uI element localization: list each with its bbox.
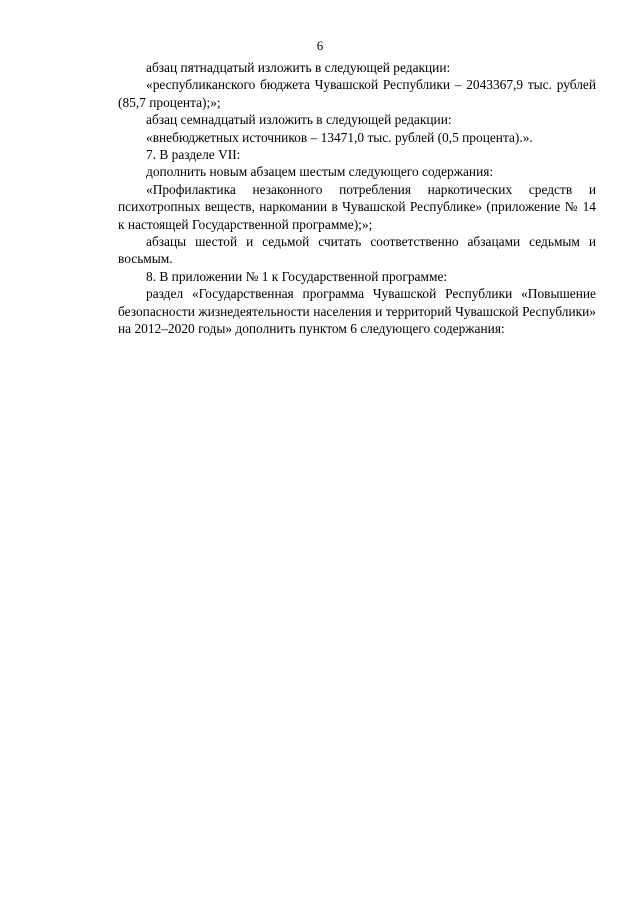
paragraph-7: «Профилактика незаконного потребления наркотических средств и психотропных веществ, наркомании в Чувашской Республике» (приложение № 14 к настоящей Государственной программе);»; [118,181,596,232]
paragraph-4: «внебюджетных источников – 13471,0 тыс. рублей (0,5 процента).». [146,129,533,145]
paragraph-5: 7. В разделе VII: [146,147,241,163]
paragraph-2: «республиканского бюджета Чувашской Республики – 2043367,9 тыс. рублей (85,7 процента);»; [118,77,596,110]
paragraph-9: 8. В приложении № 1 к Государственной программе: [146,268,448,284]
paragraph-8: абзацы шестой и седьмой считать соответственно абзацами седьмым и восьмым. [118,234,596,267]
paragraph-3: абзац семнадцатый изложить в следующей редакции: [146,112,452,128]
paragraph-10: раздел «Государственная программа Чувашской Республики «Повышение безопасности жизнедеятельности населения и территорий Чувашской Республики» на 2012–2020 годы» дополнить пунктом 6 следующего содержания: [118,286,596,337]
page-number: 6 [316,38,324,53]
paragraph-6: дополнить новым абзацем шестым следующего содержания: [146,164,494,180]
paragraph-1: абзац пятнадцатый изложить в следующей редакции: [146,60,451,75]
document-body [118,59,596,338]
